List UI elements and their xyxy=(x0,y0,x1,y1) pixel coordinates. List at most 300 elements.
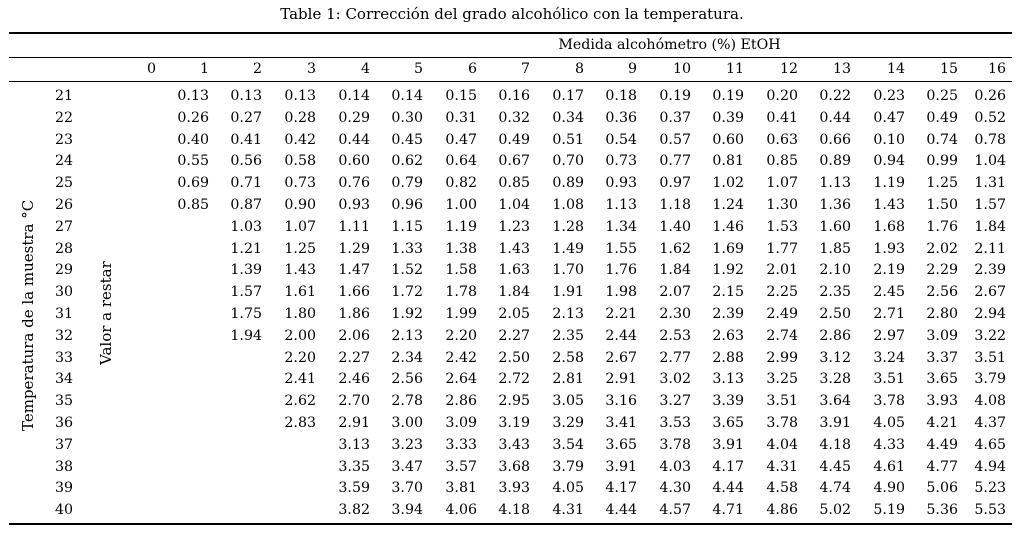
table-row xyxy=(9,239,1012,261)
value-cell: 1.60 xyxy=(819,218,851,235)
value-cell xyxy=(162,457,215,479)
table-row xyxy=(9,457,1012,479)
column-header-cell: 15 xyxy=(939,61,958,77)
value-cell: 2.53 xyxy=(659,327,691,344)
value-cell: 1.93 xyxy=(873,240,905,257)
value-cell: 2.94 xyxy=(974,305,1006,322)
value-cell: 1.40 xyxy=(659,218,691,235)
value-cell: 0.37 xyxy=(659,109,691,126)
value-cell xyxy=(162,282,215,304)
value-cell xyxy=(135,457,162,479)
value-cell: 3.19 xyxy=(498,414,530,431)
value-cell: 3.29 xyxy=(552,414,584,431)
value-cell: 1.04 xyxy=(498,196,530,213)
value-cell: 2.86 xyxy=(819,327,851,344)
value-cell: 2.50 xyxy=(498,349,530,366)
value-cell: 0.62 xyxy=(391,153,423,170)
value-cell: 2.97 xyxy=(873,327,905,344)
value-cell xyxy=(268,478,322,500)
value-cell: 0.27 xyxy=(230,109,262,126)
value-cell: 3.16 xyxy=(605,393,637,410)
temperature-cell: 35 xyxy=(55,393,74,410)
value-cell: 2.06 xyxy=(338,327,370,344)
value-cell: 2.56 xyxy=(391,371,423,388)
value-cell: 2.83 xyxy=(284,414,316,431)
column-header-table xyxy=(9,58,1012,81)
value-cell: 1.25 xyxy=(284,240,316,257)
value-cell: 3.22 xyxy=(974,327,1006,344)
value-cell: 1.68 xyxy=(873,218,905,235)
value-cell xyxy=(162,413,215,435)
value-cell xyxy=(135,130,162,152)
value-cell: 2.35 xyxy=(552,327,584,344)
value-cell: 1.34 xyxy=(605,218,637,235)
value-cell: 0.18 xyxy=(605,88,637,104)
value-cell: 3.59 xyxy=(338,480,370,497)
value-cell: 1.76 xyxy=(926,218,958,235)
value-cell: 2.41 xyxy=(284,371,316,388)
value-cell: 2.56 xyxy=(926,284,958,301)
value-cell: 0.26 xyxy=(177,109,209,126)
value-cell: 2.46 xyxy=(338,371,370,388)
column-header-cell: 12 xyxy=(779,61,798,77)
value-cell: 4.17 xyxy=(605,480,637,497)
value-cell: 0.23 xyxy=(873,88,905,104)
value-cell: 1.15 xyxy=(391,218,423,235)
table-row xyxy=(9,130,1012,152)
value-cell: 0.13 xyxy=(177,88,209,104)
value-cell: 2.27 xyxy=(338,349,370,366)
value-cell: 3.93 xyxy=(926,393,958,410)
value-cell: 4.04 xyxy=(766,436,798,453)
temperature-cell: 37 xyxy=(55,436,74,453)
value-cell: 3.09 xyxy=(445,414,477,431)
header-blank-cell xyxy=(9,58,135,81)
value-cell: 2.50 xyxy=(819,305,851,322)
temperature-cell: 28 xyxy=(55,240,74,257)
value-cell xyxy=(215,478,268,500)
bottom-rule xyxy=(9,523,1012,525)
temperature-cell: 36 xyxy=(55,414,74,431)
value-cell: 2.49 xyxy=(766,305,798,322)
value-cell: 0.71 xyxy=(230,175,262,192)
value-cell xyxy=(162,239,215,261)
column-header-cell: 8 xyxy=(574,61,584,77)
header-group-row xyxy=(9,34,1012,57)
value-cell: 3.51 xyxy=(766,393,798,410)
value-cell: 3.53 xyxy=(659,414,691,431)
value-cell: 0.79 xyxy=(391,175,423,192)
value-cell: 1.52 xyxy=(391,262,423,279)
value-cell: 4.37 xyxy=(974,414,1006,431)
value-cell: 2.64 xyxy=(445,371,477,388)
value-cell: 3.02 xyxy=(659,371,691,388)
value-cell: 3.35 xyxy=(338,458,370,475)
value-cell: 1.57 xyxy=(230,284,262,301)
value-cell: 0.41 xyxy=(230,131,262,148)
column-header-cell: 11 xyxy=(725,61,744,77)
value-cell: 1.86 xyxy=(338,305,370,322)
value-cell: 2.25 xyxy=(766,284,798,301)
column-header-row xyxy=(9,58,1012,81)
value-cell: 0.15 xyxy=(445,88,477,104)
value-cell: 0.70 xyxy=(552,153,584,170)
value-cell: 2.99 xyxy=(766,349,798,366)
value-cell: 3.82 xyxy=(338,502,370,519)
value-cell: 5.23 xyxy=(974,480,1006,497)
value-cell: 4.08 xyxy=(974,393,1006,410)
value-cell: 1.78 xyxy=(445,284,477,301)
value-cell: 2.35 xyxy=(819,284,851,301)
value-cell: 3.65 xyxy=(605,436,637,453)
column-header-cell: 4 xyxy=(360,61,370,77)
value-cell: 0.89 xyxy=(819,153,851,170)
value-cell: 1.99 xyxy=(445,305,477,322)
value-cell xyxy=(215,500,268,522)
temperature-cell: 22 xyxy=(55,109,74,126)
value-cell: 2.30 xyxy=(659,305,691,322)
value-cell xyxy=(162,304,215,326)
value-cell xyxy=(135,260,162,282)
table-row xyxy=(9,217,1012,239)
table-caption: Table 1: Corrección del grado alcohólico con la temperatura. xyxy=(280,5,744,23)
value-cell: 4.49 xyxy=(926,436,958,453)
value-cell: 0.30 xyxy=(391,109,423,126)
value-cell: 4.44 xyxy=(712,480,744,497)
value-cell: 0.49 xyxy=(926,109,958,126)
value-cell: 2.27 xyxy=(498,327,530,344)
value-cell: 0.13 xyxy=(230,88,262,104)
table-row xyxy=(9,435,1012,457)
value-cell: 0.17 xyxy=(552,88,584,104)
value-cell: 0.20 xyxy=(766,88,798,104)
value-cell: 1.13 xyxy=(605,196,637,213)
value-cell xyxy=(135,108,162,130)
value-cell: 0.32 xyxy=(498,109,530,126)
value-cell: 2.72 xyxy=(498,371,530,388)
value-cell xyxy=(135,413,162,435)
value-cell xyxy=(135,195,162,217)
value-cell: 1.75 xyxy=(230,305,262,322)
value-cell: 0.90 xyxy=(284,196,316,213)
value-cell: 4.58 xyxy=(766,480,798,497)
value-cell: 2.42 xyxy=(445,349,477,366)
value-cell: 3.24 xyxy=(873,349,905,366)
value-cell: 5.02 xyxy=(819,502,851,519)
value-cell: 4.86 xyxy=(766,502,798,519)
value-cell: 1.70 xyxy=(552,262,584,279)
value-cell: 1.33 xyxy=(391,240,423,257)
value-cell: 2.58 xyxy=(552,349,584,366)
value-cell: 0.19 xyxy=(659,88,691,104)
value-cell: 3.23 xyxy=(391,436,423,453)
value-cell: 2.05 xyxy=(498,305,530,322)
temperature-cell: 26 xyxy=(55,196,74,213)
value-cell: 4.03 xyxy=(659,458,691,475)
value-cell: 0.77 xyxy=(659,153,691,170)
value-cell: 3.91 xyxy=(819,414,851,431)
value-cell xyxy=(135,239,162,261)
value-cell: 0.60 xyxy=(338,153,370,170)
value-cell: 1.57 xyxy=(974,196,1006,213)
value-cell: 3.65 xyxy=(712,414,744,431)
value-cell: 1.18 xyxy=(659,196,691,213)
value-cell: 2.91 xyxy=(605,371,637,388)
value-cell: 1.98 xyxy=(605,284,637,301)
value-cell: 2.67 xyxy=(974,284,1006,301)
table-row xyxy=(9,391,1012,413)
value-cell: 0.19 xyxy=(712,88,744,104)
value-cell: 0.28 xyxy=(284,109,316,126)
value-cell: 0.34 xyxy=(552,109,584,126)
value-cell: 2.91 xyxy=(338,414,370,431)
value-cell: 1.30 xyxy=(766,196,798,213)
value-cell: 0.40 xyxy=(177,131,209,148)
value-cell: 1.24 xyxy=(712,196,744,213)
temperature-cell: 24 xyxy=(55,153,74,170)
value-cell: 2.20 xyxy=(445,327,477,344)
outer-side-label: Temperatura de la muestra °C xyxy=(19,199,37,431)
value-cell: 0.69 xyxy=(177,175,209,192)
value-cell xyxy=(162,260,215,282)
value-cell: 4.90 xyxy=(873,480,905,497)
value-cell: 3.81 xyxy=(445,480,477,497)
value-cell: 0.13 xyxy=(284,88,316,104)
value-cell: 1.28 xyxy=(552,218,584,235)
value-cell: 2.80 xyxy=(926,305,958,322)
table-row xyxy=(9,478,1012,500)
value-cell: 0.52 xyxy=(974,109,1006,126)
value-cell: 1.84 xyxy=(498,284,530,301)
value-cell: 1.43 xyxy=(498,240,530,257)
value-cell xyxy=(215,391,268,413)
value-cell: 3.94 xyxy=(391,502,423,519)
value-cell: 1.07 xyxy=(284,218,316,235)
value-cell: 3.79 xyxy=(552,458,584,475)
value-cell: 3.47 xyxy=(391,458,423,475)
value-cell: 2.88 xyxy=(712,349,744,366)
value-cell: 0.94 xyxy=(873,153,905,170)
temperature-cell: 23 xyxy=(55,131,74,148)
temperature-cell: 27 xyxy=(55,218,74,235)
value-cell: 0.85 xyxy=(498,175,530,192)
table-row xyxy=(9,86,1012,108)
table-row xyxy=(9,413,1012,435)
value-cell: 1.49 xyxy=(552,240,584,257)
value-cell: 0.51 xyxy=(552,131,584,148)
value-cell: 3.91 xyxy=(605,458,637,475)
value-cell: 0.73 xyxy=(284,175,316,192)
value-cell: 2.34 xyxy=(391,349,423,366)
temperature-cell: 33 xyxy=(55,349,74,366)
temperature-cell: 38 xyxy=(55,458,74,475)
value-cell: 1.19 xyxy=(873,175,905,192)
value-cell: 4.77 xyxy=(926,458,958,475)
value-cell: 4.44 xyxy=(605,502,637,519)
value-cell: 3.09 xyxy=(926,327,958,344)
value-cell xyxy=(135,282,162,304)
column-header-cell: 0 xyxy=(146,61,156,77)
value-cell: 0.55 xyxy=(177,153,209,170)
value-cell: 0.36 xyxy=(605,109,637,126)
value-cell: 0.26 xyxy=(974,88,1006,104)
value-cell xyxy=(135,435,162,457)
value-cell: 0.64 xyxy=(445,153,477,170)
column-header-cell: 7 xyxy=(520,61,530,77)
value-cell: 4.61 xyxy=(873,458,905,475)
table-body xyxy=(9,86,1012,522)
value-cell: 2.00 xyxy=(284,327,316,344)
value-cell: 1.94 xyxy=(230,327,262,344)
value-cell xyxy=(162,435,215,457)
value-cell: 2.19 xyxy=(873,262,905,279)
body-table xyxy=(9,86,1012,522)
value-cell: 1.62 xyxy=(659,240,691,257)
value-cell: 1.84 xyxy=(974,218,1006,235)
value-cell: 1.04 xyxy=(974,153,1006,170)
value-cell: 5.53 xyxy=(974,502,1006,519)
value-cell: 3.64 xyxy=(819,393,851,410)
value-cell: 0.99 xyxy=(926,153,958,170)
table-row xyxy=(9,348,1012,370)
value-cell xyxy=(135,326,162,348)
value-cell: 1.23 xyxy=(498,218,530,235)
value-cell: 0.93 xyxy=(605,175,637,192)
value-cell: 0.76 xyxy=(338,175,370,192)
temperature-cell: 25 xyxy=(55,175,74,192)
value-cell: 3.91 xyxy=(712,436,744,453)
value-cell: 3.43 xyxy=(498,436,530,453)
column-header-cell: 9 xyxy=(627,61,637,77)
temperature-cell: 31 xyxy=(55,305,74,322)
value-cell: 3.68 xyxy=(498,458,530,475)
value-cell: 2.13 xyxy=(552,305,584,322)
value-cell: 3.33 xyxy=(445,436,477,453)
value-cell: 1.29 xyxy=(338,240,370,257)
value-cell: 3.13 xyxy=(338,436,370,453)
value-cell: 1.08 xyxy=(552,196,584,213)
value-cell xyxy=(135,391,162,413)
value-cell: 3.70 xyxy=(391,480,423,497)
value-cell xyxy=(135,86,162,108)
column-group-label: Medida alcohómetro (%) EtOH xyxy=(558,37,781,53)
value-cell xyxy=(215,413,268,435)
value-cell: 1.77 xyxy=(766,240,798,257)
value-cell: 1.85 xyxy=(819,240,851,257)
value-cell: 2.07 xyxy=(659,284,691,301)
value-cell: 1.92 xyxy=(712,262,744,279)
value-cell: 1.91 xyxy=(552,284,584,301)
value-cell: 2.81 xyxy=(552,371,584,388)
value-cell: 3.51 xyxy=(873,371,905,388)
column-header-cell: 10 xyxy=(672,61,691,77)
table-row xyxy=(9,304,1012,326)
table-row xyxy=(9,500,1012,522)
value-cell: 5.06 xyxy=(926,480,958,497)
value-cell: 4.65 xyxy=(974,436,1006,453)
value-cell: 0.49 xyxy=(498,131,530,148)
value-cell xyxy=(162,217,215,239)
value-cell: 2.39 xyxy=(712,305,744,322)
value-cell: 3.79 xyxy=(974,371,1006,388)
value-cell: 3.78 xyxy=(873,393,905,410)
column-header-cell: 14 xyxy=(886,61,905,77)
value-cell xyxy=(135,369,162,391)
value-cell: 4.45 xyxy=(819,458,851,475)
value-cell: 0.66 xyxy=(819,131,851,148)
value-cell: 1.80 xyxy=(284,305,316,322)
value-cell: 1.38 xyxy=(445,240,477,257)
value-cell: 0.42 xyxy=(284,131,316,148)
temperature-cell: 29 xyxy=(55,262,74,279)
data-table-frame xyxy=(9,32,1012,525)
value-cell: 0.44 xyxy=(819,109,851,126)
value-cell: 0.39 xyxy=(712,109,744,126)
value-cell: 0.78 xyxy=(974,131,1006,148)
value-cell: 1.63 xyxy=(498,262,530,279)
value-cell xyxy=(135,348,162,370)
value-cell: 4.18 xyxy=(498,502,530,519)
value-cell: 2.21 xyxy=(605,305,637,322)
value-cell xyxy=(268,500,322,522)
table-row xyxy=(9,260,1012,282)
value-cell: 0.82 xyxy=(445,175,477,192)
value-cell: 1.31 xyxy=(974,175,1006,192)
column-header-cell: 3 xyxy=(306,61,316,77)
column-header-cell: 2 xyxy=(252,61,262,77)
value-cell: 2.11 xyxy=(974,240,1006,257)
correction-table xyxy=(9,34,1012,57)
value-cell: 2.67 xyxy=(605,349,637,366)
value-cell xyxy=(135,500,162,522)
value-cell: 4.71 xyxy=(712,502,744,519)
value-cell: 0.44 xyxy=(338,131,370,148)
value-cell: 4.31 xyxy=(552,502,584,519)
value-cell: 1.03 xyxy=(230,218,262,235)
value-cell: 2.15 xyxy=(712,284,744,301)
value-cell: 0.45 xyxy=(391,131,423,148)
value-cell: 3.65 xyxy=(926,371,958,388)
temperature-cell: 21 xyxy=(55,88,74,104)
value-cell: 1.66 xyxy=(338,284,370,301)
value-cell: 1.25 xyxy=(926,175,958,192)
value-cell xyxy=(162,500,215,522)
value-cell: 0.47 xyxy=(445,131,477,148)
value-cell: 0.87 xyxy=(230,196,262,213)
value-cell: 0.47 xyxy=(873,109,905,126)
value-cell: 4.06 xyxy=(445,502,477,519)
value-cell: 1.11 xyxy=(338,218,370,235)
value-cell xyxy=(162,348,215,370)
value-cell: 0.85 xyxy=(177,196,209,213)
value-cell: 1.43 xyxy=(284,262,316,279)
value-cell: 2.70 xyxy=(338,393,370,410)
value-cell: 5.19 xyxy=(873,502,905,519)
value-cell xyxy=(135,151,162,173)
column-header-cell: 16 xyxy=(987,61,1006,77)
value-cell: 3.51 xyxy=(974,349,1006,366)
value-cell: 0.22 xyxy=(819,88,851,104)
value-cell: 3.27 xyxy=(659,393,691,410)
value-cell: 4.05 xyxy=(552,480,584,497)
value-cell: 1.36 xyxy=(819,196,851,213)
value-cell: 0.96 xyxy=(391,196,423,213)
value-cell: 1.13 xyxy=(819,175,851,192)
value-cell: 0.16 xyxy=(498,88,530,104)
value-cell: 2.10 xyxy=(819,262,851,279)
value-cell: 4.74 xyxy=(819,480,851,497)
table-row xyxy=(9,108,1012,130)
